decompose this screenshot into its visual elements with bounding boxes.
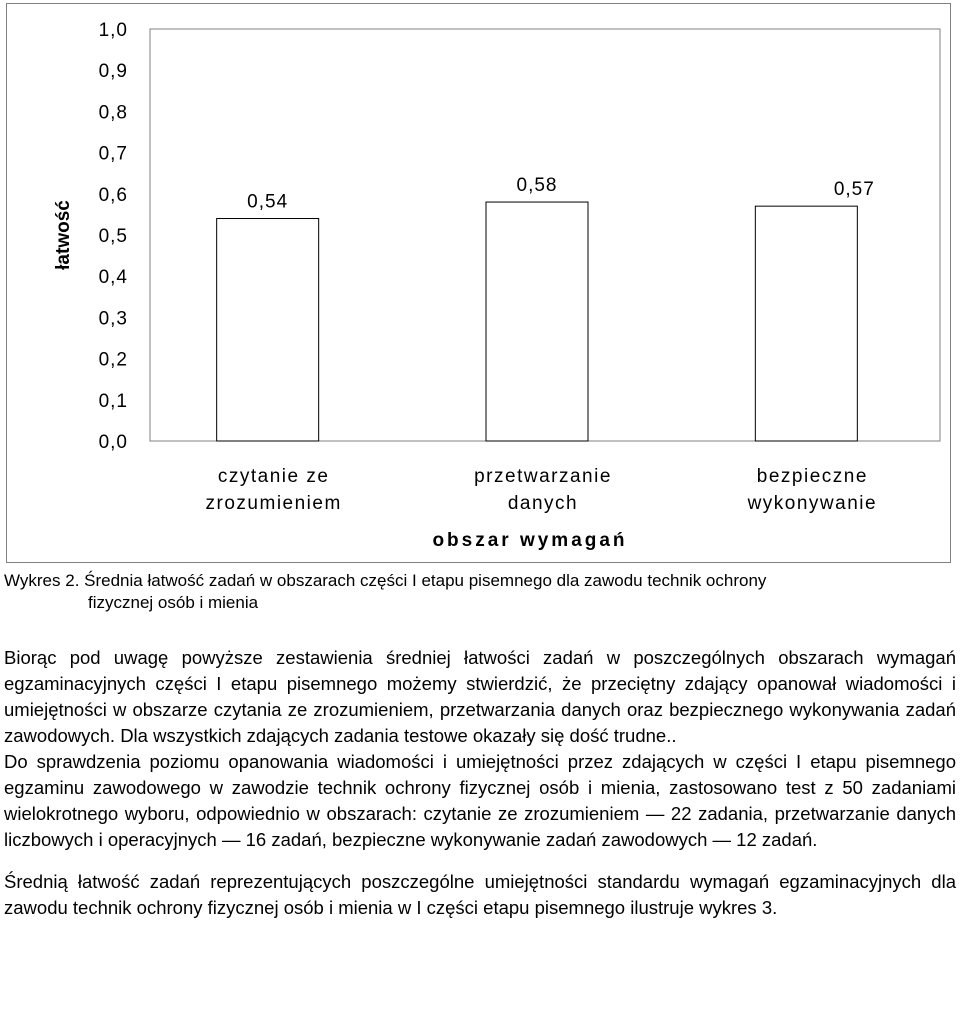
y-axis-title: łatwość bbox=[53, 200, 74, 270]
paragraph-test-description: Do sprawdzenia poziomu opanowania wiadomości i umiejętności przez zdających w części I etapu pisemnego egzaminu zawodowego w zawodzie technik ochrony fizycznej osób i mienia, zastosowano test z 50 zadaniami wielokrotnego wyboru, odpowiednio w obszarach: czytanie ze zrozumieniem — 22 zadania, przetwarzanie danych liczbowych i operacyjnych — 16 zadań, bezpieczne wykonywanie zadań zawodowych — 12 zadań. bbox=[4, 751, 956, 850]
bar bbox=[217, 219, 319, 441]
x-category-label: przetwarzanie bbox=[474, 466, 612, 487]
y-tick-label: 0,8 bbox=[98, 102, 128, 124]
data-label: 0,57 bbox=[833, 179, 875, 201]
y-tick-label: 0,1 bbox=[98, 390, 128, 412]
x-category-label: wykonywanie bbox=[747, 493, 878, 514]
x-category-label: bezpieczne bbox=[756, 466, 868, 487]
data-label: 0,58 bbox=[516, 175, 558, 197]
paragraph-summary: Biorąc pod uwagę powyższe zestawienia średniej łatwości zadań w poszczególnych obszarach wymagań egzaminacyjnych części I etapu pisemnego możemy stwierdzić, że przeciętny zdający opanował wiadomości i umiejętności w obszarze czytania ze zrozumieniem, przetwarzania danych oraz bezpiecznego wykonywania zadań zawodowych. Dla wszystkich zdających zadania testowe okazały się dość trudne.. bbox=[4, 647, 956, 746]
y-tick-label: 0,4 bbox=[98, 267, 128, 289]
y-tick-label: 0,9 bbox=[98, 61, 128, 83]
x-category-label: danych bbox=[507, 493, 579, 514]
y-tick-label: 0,5 bbox=[98, 226, 128, 247]
chart-caption bbox=[4, 570, 956, 614]
y-tick-label: 0,3 bbox=[98, 308, 128, 330]
caption-line-2: fizycznej osób i mienia bbox=[88, 593, 259, 612]
y-tick-label: 1,0 bbox=[98, 20, 128, 41]
y-tick-label: 0,0 bbox=[98, 432, 128, 453]
x-category-label: zrozumieniem bbox=[205, 493, 342, 514]
bar bbox=[755, 206, 857, 441]
x-category-label: czytanie ze bbox=[217, 466, 330, 487]
x-axis-title: obszar wymagań bbox=[432, 530, 628, 551]
caption-line-1: Wykres 2. Średnia łatwość zadań w obszarach części I etapu pisemnego dla zawodu technik ochrony bbox=[4, 571, 767, 590]
data-label: 0,54 bbox=[247, 191, 289, 213]
y-tick-label: 0,6 bbox=[98, 184, 128, 206]
y-tick-label: 0,7 bbox=[98, 143, 128, 165]
paragraph-next-chart: Średnią łatwość zadań reprezentujących poszczególne umiejętności standardu wymagań egzaminacyjnych dla zawodu technik ochrony fizycznej osób i mienia w I części etapu pisemnego ilustruje wykres 3. bbox=[4, 871, 956, 918]
body-text bbox=[4, 645, 956, 921]
bar bbox=[486, 202, 588, 441]
y-tick-label: 0,2 bbox=[98, 349, 128, 371]
